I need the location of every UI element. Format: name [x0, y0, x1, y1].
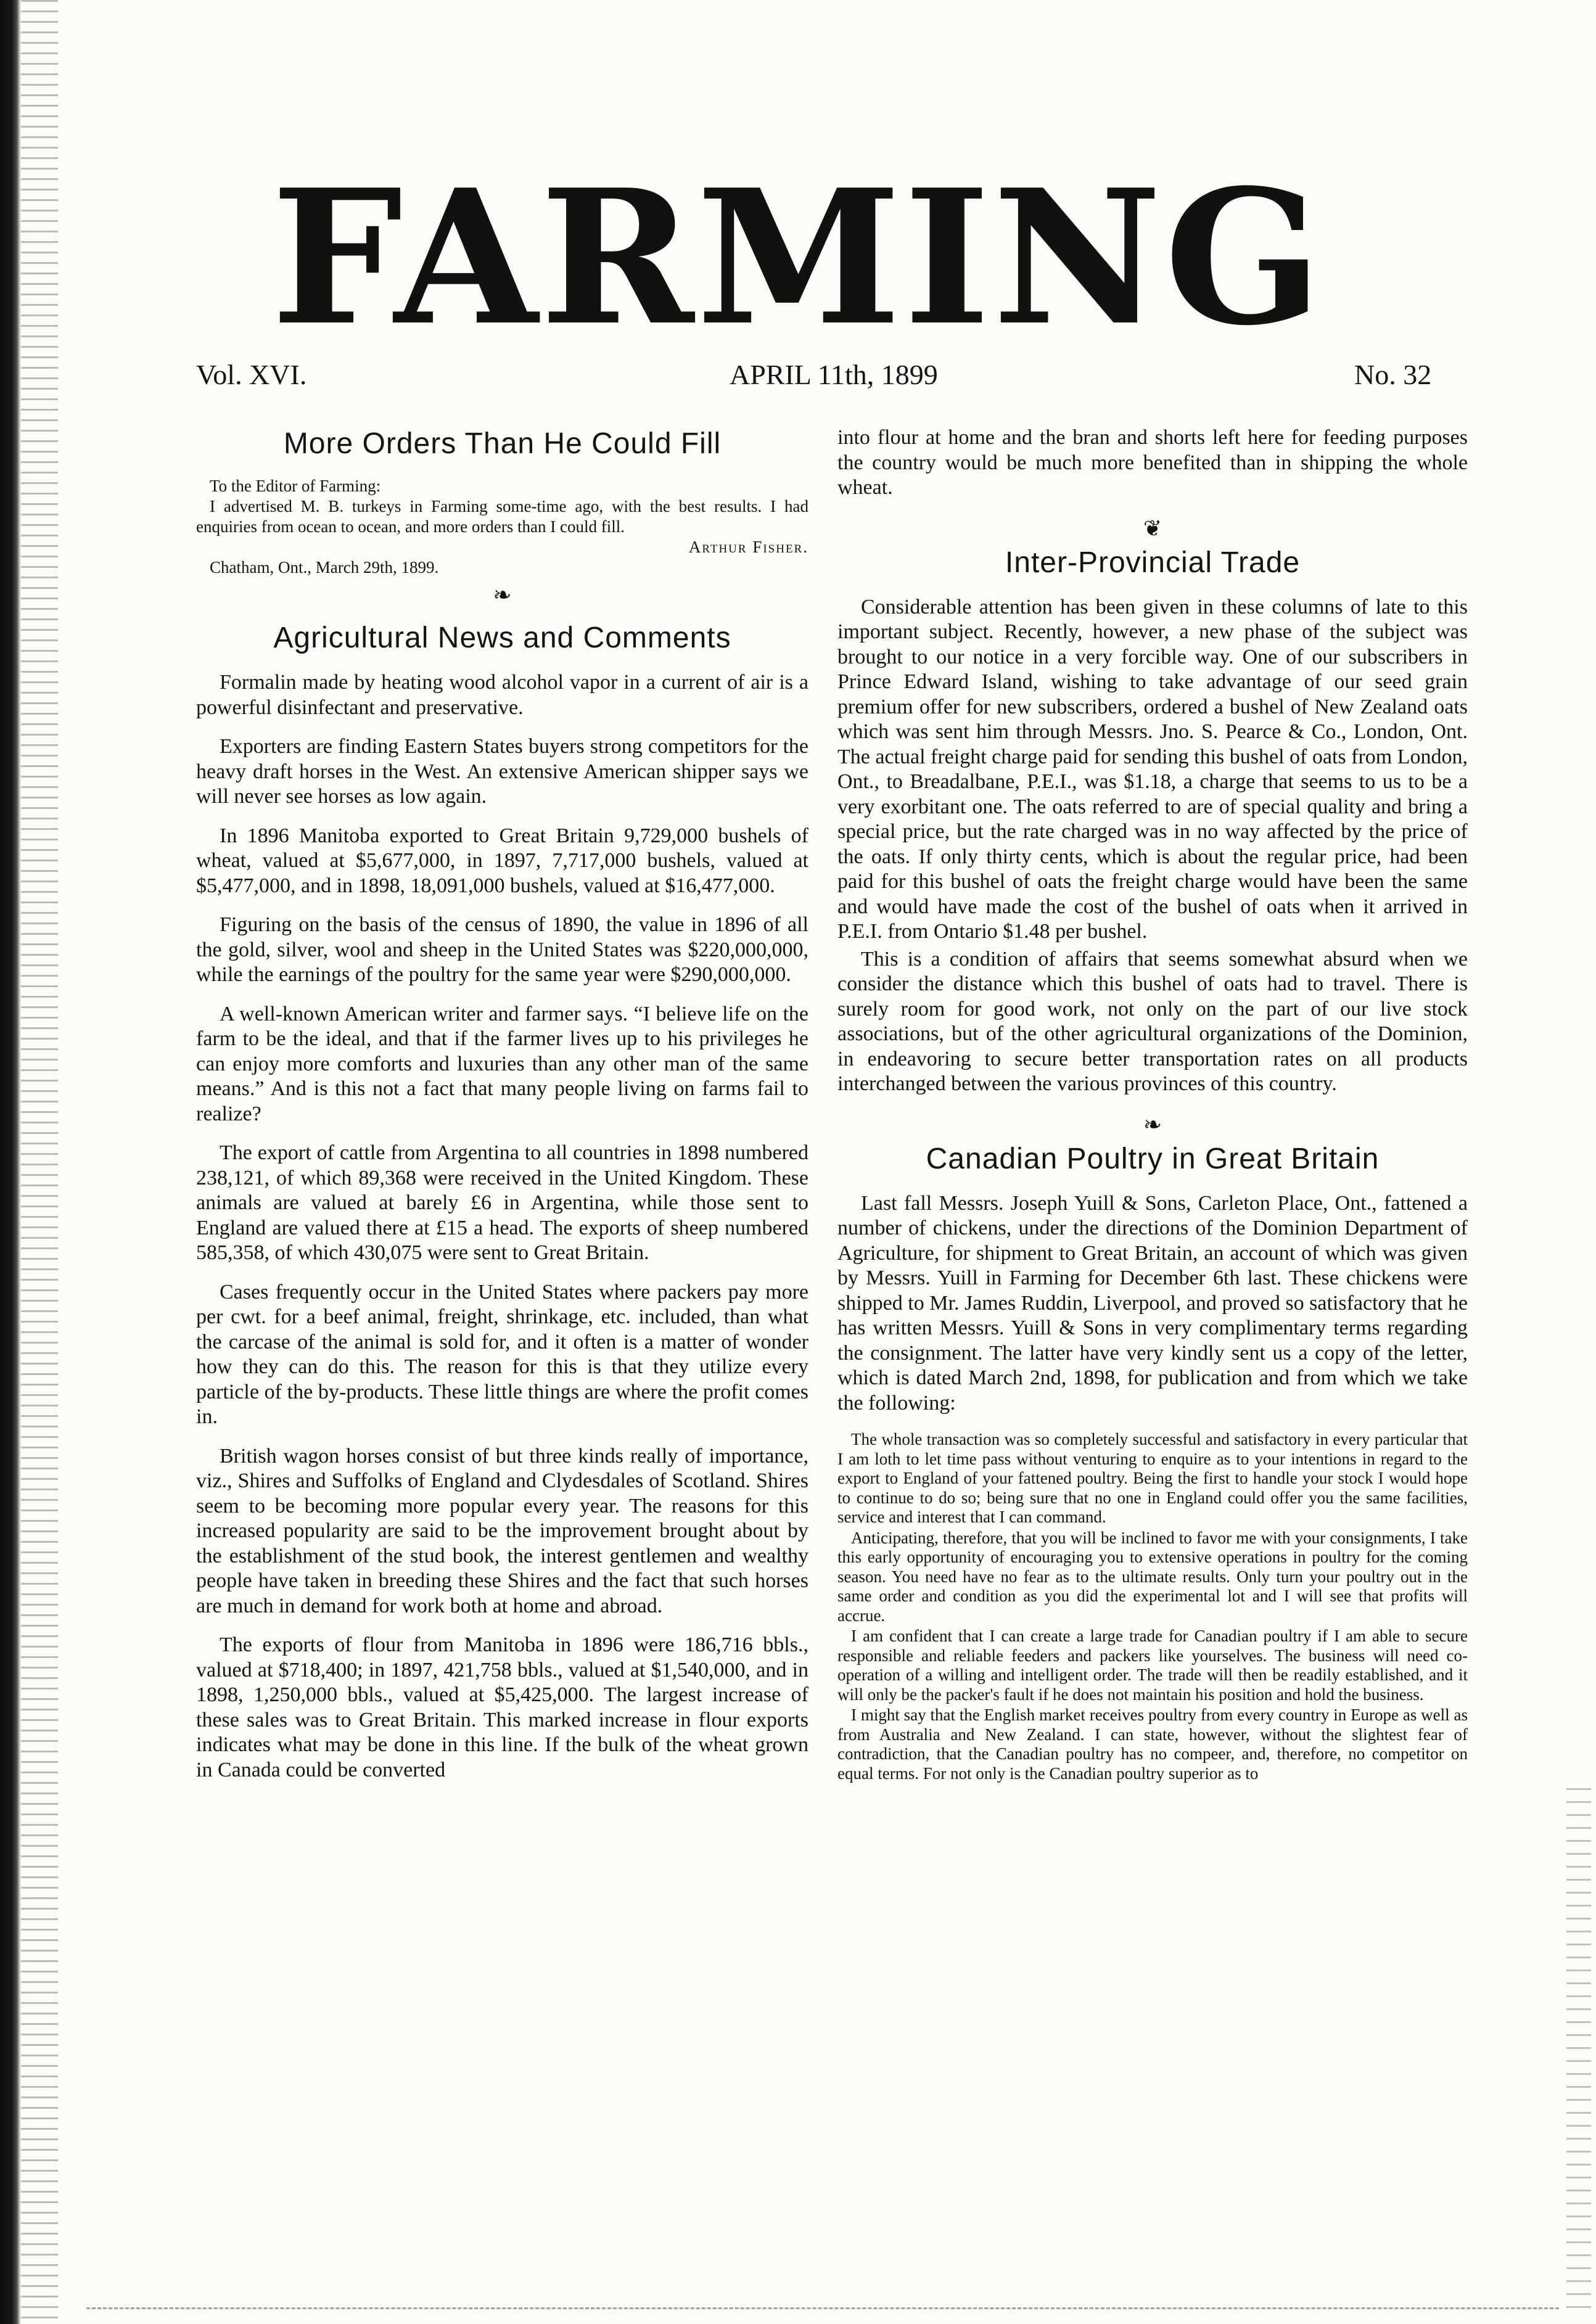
bottom-edge-rule — [86, 2307, 1559, 2309]
issue-number: No. 32 — [1354, 359, 1432, 390]
quoted-letter-paragraph: I might say that the English market receives poultry from every country in Europe as well as from Australia and New Zealand. I can state, however, without the slightest fear of contradiction, that the Canadian poultry has no compeer, and, therefore, no competitor on equal terms. For not only is the Canadian poultry superior as to — [837, 1706, 1468, 1783]
letter-signature: Arthur Fisher. — [688, 538, 808, 556]
news-paragraph: British wagon horses consist of but three kinds really of importance, viz., Shires and Suffolks of England and Clydesdales of Scotland. Shires seem to be becoming more popular every year. The reasons for this increased popularity are said to be the improvement brought about by the establishment of the stud book, the interest gentlemen and wealthy people have taken in breeding these Shires and the fact that such horses are much in demand for work both at home and abroad. — [196, 1444, 808, 1617]
letter-salutation: To the Editor of Farming: — [210, 477, 381, 495]
ornament-fleuron: ❦ — [1143, 515, 1162, 541]
trade-paragraph: This is a condition of affairs that seems somewhat absurd when we consider the distance which this bushel of oats had to travel. There is surely room for good work, not only on the part of our live stock associations, but of the other agricultural organizations of the Dominion, in endeavoring to secure better transportation rates on all products interchanged between the various provinces of this country. — [837, 947, 1468, 1095]
news-paragraph: Cases frequently occur in the United States where packers pay more per cwt. for a beef animal, freight, shrinkage, etc. included, than what the carcase of the animal is sold for, and it often is a matter of wonder how they can do this. The reason for this is that they utilize every particle of the by-products. These little things are where the profit comes in. — [196, 1280, 808, 1428]
quoted-letter-paragraph: Anticipating, therefore, that you will be inclined to favor me with your consignments, I take this early opportunity of encouraging you to extensive operations in poultry for the coming season. You need have no fear as to the ultimate results. Only turn your poultry out in the same order and condition as you did the experimental lot and I will see that profits will accrue. — [837, 1528, 1468, 1625]
headline-inter-provincial-trade: Inter-Provincial Trade — [1005, 546, 1301, 579]
letter-to-editor — [196, 476, 808, 578]
headline-agricultural-news: Agricultural News and Comments — [273, 622, 731, 654]
edge-speckle — [1566, 1788, 1591, 2318]
ornament-fleuron: ❧ — [493, 583, 512, 607]
left-column — [196, 425, 808, 1797]
news-paragraph: The export of cattle from Argentina to all countries in 1898 numbered 238,121, of which 89,368 were received in the United Kingdom. These animals are valued at barely £6 in Argentina, while those sent to England are valued there at £15 a head. The exports of sheep numbered 585,358, of which 430,075 were sent to Great Britain. — [196, 1141, 808, 1264]
news-paragraph: Formalin made by heating wood alcohol vapor in a current of air is a powerful disinfectant and preservative. — [196, 671, 808, 719]
issue-date: APRIL 11th, 1899 — [730, 359, 938, 390]
right-column — [837, 425, 1468, 1784]
news-paragraph: Figuring on the basis of the census of 1890, the value in 1896 of all the gold, silver, wool and sheep in the United States was $220,000,000, while the earnings of the poultry for the same year were $290,000,000. — [196, 913, 808, 986]
news-paragraph: In 1896 Manitoba exported to Great Britain 9,729,000 bushels of wheat, valued at $5,677,000, in 1897, 7,717,000 bushels, valued at $5,477,000, and in 1898, 18,091,000 bushels, valued at $16,477,000. — [196, 824, 808, 897]
trade-paragraph: Considerable attention has been given in these columns of late to this important subject. Recently, however, a new phase of the subject was brought to our notice in a very forcible way. One of our subscribers in Prince Edward Island, wishing to take advantage of our seed grain premium offer for new subscribers, ordered a bushel of New Zealand oats which was sent him through Messrs. Jno. S. Pearce & Co., London, Ont. The actual freight charge paid for sending this bushel of oats from London, Ont., to Breadalbane, P.E.I., was $1.18, a charge that seems to us to be a very exorbitant one. The oats referred to are of special quality and bring a special price, but the rate charged was in no way affected by the price of the oats. If only thirty cents, which is about the regular price, had been paid for this bushel of oats the freight charge would have been the same and would have made the cost of the bushel of oats when it arrived in P.E.I. from Ontario $1.48 per bushel. — [837, 595, 1468, 943]
poultry-paragraph: Last fall Messrs. Joseph Yuill & Sons, Carleton Place, Ont., fattened a number of chickens, under the directions of the Dominion Department of Agriculture, for shipment to Great Britain, an account of which was given by Messrs. Yuill in Farming for December 6th last. These chickens were shipped to Mr. James Ruddin, Liverpool, and proved so satisfactory that he has written Messrs. Yuill & Sons in very complimentary terms regarding the consignment. The latter have very kindly sent us a copy of the letter, which is dated March 2nd, 1898, for publication and from which we take the following: — [837, 1191, 1468, 1415]
news-paragraph: Exporters are finding Eastern States buyers strong competitors for the heavy draft horses in the West. An extensive American shipper says we will never see horses as low again. — [196, 735, 808, 808]
headline-more-orders: More Orders Than He Could Fill — [283, 427, 722, 460]
ornament-fleuron: ❧ — [1143, 1112, 1162, 1137]
headline-canadian-poultry: Canadian Poultry in Great Britain — [926, 1142, 1380, 1175]
quoted-letter-paragraph: I am confident that I can create a large trade for Canadian poultry if I am able to secure responsible and reliable feeders and packers like yourselves. The business will need co-operation of a willing and intelligent order. The trade will then be readily established, and it will only be the packer's fault if he does not maintain his position and hold the business. — [837, 1627, 1468, 1704]
letter-place-date: Chatham, Ont., March 29th, 1899. — [210, 558, 439, 577]
quoted-letter-paragraph: The whole transaction was so completely successful and satisfactory in every particular that I am loth to let time pass without venturing to enquire as to your intentions in regard to the export to England of your fattened poultry. Being the first to handle your stock I would hope to continue to do so; being sure that no one in England could offer you the same facilities, service and interest that I can command. — [837, 1430, 1468, 1526]
quoted-letter — [837, 1430, 1468, 1783]
continued-paragraph: into flour at home and the bran and shorts left here for feeding purposes the country would be much more benefited than in shipping the whole wheat. — [837, 426, 1468, 499]
news-paragraph: A well-known American writer and farmer says. “I believe life on the farm to be the ideal, and that if the farmer lives up to his privileges he can enjoy more comforts and luxuries than any other man of the same means.” And is this not a fact that many people living on farms fail to realize? — [196, 1002, 808, 1125]
volume-label: Vol. XVI. — [196, 359, 307, 390]
masthead-title: FARMING — [271, 149, 1325, 366]
news-paragraph: The exports of flour from Manitoba in 1896 were 186,716 bbls., valued at $718,400; in 1897, 421,758 bbls., valued at $1,540,000, and in 1898, 1,250,000 bbls., valued at $5,425,000. The largest increase of these sales was to Great Britain. This marked increase in flour exports indicates what may be done in this line. If the bulk of the wheat grown in Canada could be converted — [196, 1633, 808, 1781]
letter-signature-line — [196, 537, 808, 557]
letter-body: I advertised M. B. turkeys in Farming some-time ago, with the best results. I had enquiries from ocean to ocean, and more orders than I could fill. — [196, 497, 808, 536]
